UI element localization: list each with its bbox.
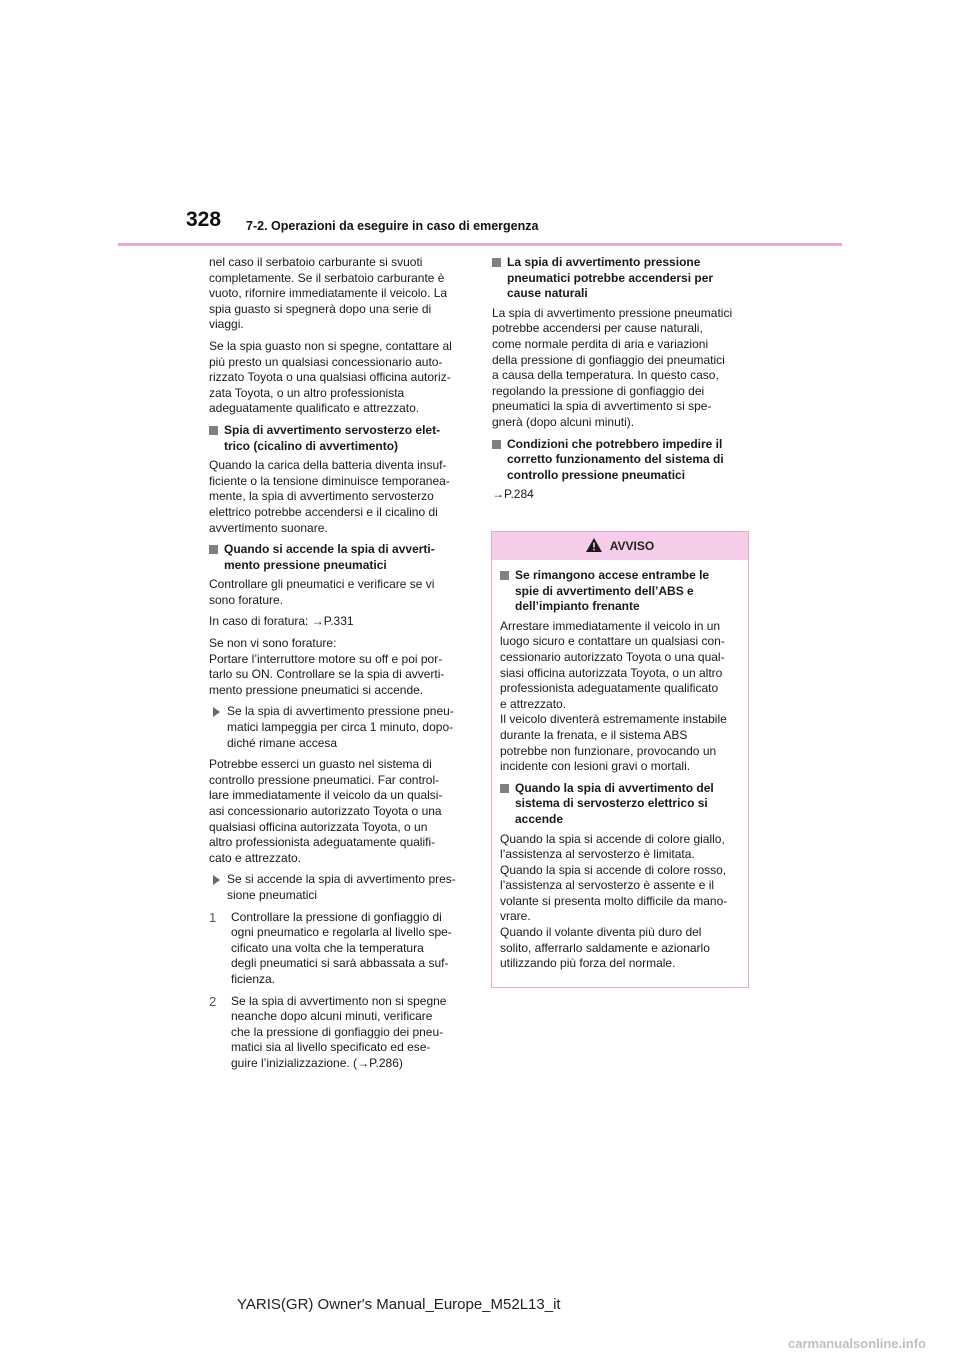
triangle-bullet-icon xyxy=(213,875,220,885)
numbered-step xyxy=(209,994,467,1072)
paragraph: Arrestare immediatamente il veicolo in un luogo sicuro e contattare un qualsiasi con- cessionario autorizzato Toyota o una qual- siasi officina autorizzata Toyota, o un altro professionista adeguatamente qualificato e attrezzato. Il veicolo diventerà estremamente instabile durante la frenata, e il sistema ABS potrebbe non funzionare, provocando un incidente con lesioni gravi o mortali. xyxy=(500,618,727,774)
right-column xyxy=(492,255,750,509)
footer-manual-id: YARIS(GR) Owner's Manual_Europe_M52L13_it xyxy=(237,1296,561,1313)
heading-text: Spia di avvertimento servosterzo elet- trico (cicalino di avvertimento) xyxy=(224,422,441,453)
heading-text: Quando la spia di avvertimento del sistema di servosterzo elettrico si accende xyxy=(515,780,714,826)
page-number: 328 xyxy=(186,208,222,231)
paragraph: La spia di avvertimento pressione pneumatici potrebbe accendersi per cause naturali, come normale perdita di aria e variazioni della pressione di gonfiaggio dei pneumatici a causa della temperatura. In questo caso, regolando la pressione di gonfiaggio dei pneumatici la spia di avvertimento si spe- gnerà (dopo alcuni minuti). xyxy=(492,305,733,429)
section-title: 7-2. Operazioni da eseguire in caso di emergenza xyxy=(246,219,539,233)
step-number: 1 xyxy=(209,909,217,925)
page-reference-link[interactable]: P.284 xyxy=(504,487,534,502)
triangle-bullet-icon xyxy=(213,707,220,717)
left-column xyxy=(209,255,467,1078)
warning-header xyxy=(492,532,748,560)
step-text-body: Se la spia di avvertimento non si spegne neanche dopo alcuni minuti, verificare che la pressione di gonfiaggio dei pneu- matici sia al livello specificato ed ese- guire l’inizializzazione. ( xyxy=(231,993,447,1070)
arrow-list-item xyxy=(213,872,467,903)
reference-line xyxy=(492,487,750,503)
paragraph: Se la spia guasto non si spegne, contattare al più presto un qualsiasi concessionario auto- rizzato Toyota o una qualsiasi officina autoriz- zata Toyota, o un altro professionista adeguatamente qualificato e attrezzato. xyxy=(209,338,452,416)
paragraph: Quando la spia si accende di colore giallo, l’assistenza al servosterzo è limitata. Quando la spia si accende di colore rosso, l’assistenza al servosterzo è assente e il volante si presenta molto difficile da mano- vrare. Quando il volante diventa più duro del solito, afferrarlo saldamente e azionarlo utilizzando più forza del normale. xyxy=(500,831,728,971)
step-number: 2 xyxy=(209,993,217,1009)
arrow-item-text: Se la spia di avvertimento pressione pneu- matici lampeggia per circa 1 minuto, dopo- diché rimane accesa xyxy=(227,704,454,750)
paragraph: Controllare gli pneumatici e verificare se vi sono forature. xyxy=(209,577,435,607)
paragraph: nel caso il serbatoio carburante si svuoti completamente. Se il serbatoio carburante è vuoto, rifornire immediatamente il veicolo. La spia guasto si spegnerà dopo una serie di viaggi. xyxy=(209,255,448,332)
square-bullet-icon xyxy=(500,571,509,580)
paragraph: Quando la carica della batteria diventa insuf- ficiente o la tensione diminuisce temporanea- mente, la spia di avvertimento servosterzo elettrico potrebbe accendersi e il cicalino di avvertimento suonare. xyxy=(209,458,450,535)
square-bullet-icon xyxy=(209,545,218,554)
arrow-right-icon: → xyxy=(357,1055,370,1070)
subsection-heading xyxy=(492,437,750,484)
header-rule xyxy=(118,243,842,246)
paragraph: Se non vi sono forature: Portare l’interruttore motore su off e poi por- tarlo su ON. Controllare se la spia di avverti- mento pressione pneumatici si accende. xyxy=(209,636,445,697)
square-bullet-icon xyxy=(492,440,501,449)
warning-triangle-svg xyxy=(586,538,602,552)
page-reference-link[interactable]: P.286) xyxy=(369,1055,403,1070)
subsection-heading xyxy=(209,542,467,573)
warning-box xyxy=(491,531,749,988)
page-reference-link[interactable]: P.331 xyxy=(323,614,354,629)
heading-text: Se rimangono accese entrambe le spie di avvertimento dell’ABS e dell’impianto frenante xyxy=(515,568,710,614)
subsection-heading xyxy=(209,423,467,454)
square-bullet-icon xyxy=(209,426,218,435)
warning-heading xyxy=(500,568,740,615)
arrow-list-item xyxy=(213,704,467,751)
square-bullet-icon xyxy=(492,258,501,267)
arrow-item-text: Se si accende la spia di avvertimento pres- sione pneumatici xyxy=(227,872,456,902)
step-text: Controllare la pressione di gonfiaggio di ogni pneumatico e regolarla al livello spe- cificato una volta che la temperatura degli pneumatici si sarà abbassata a suf- ficienza. xyxy=(231,909,452,986)
arrow-right-icon: → xyxy=(492,487,504,502)
paragraph: Potrebbe esserci un guasto nel sistema di controllo pressione pneumatici. Far control- lare immediatamente il veicolo da un qualsi- asi concessionario autorizzato Toyota o una qualsiasi officina autorizzata Toyota, o un altro professionista adeguatamente qualifi- cato e attrezzato. xyxy=(209,757,443,865)
step-text xyxy=(231,994,446,1072)
square-bullet-icon xyxy=(500,784,509,793)
warning-body xyxy=(492,560,748,972)
warning-title: AVVISO xyxy=(609,539,655,553)
warning-heading xyxy=(500,781,740,828)
subsection-heading xyxy=(492,255,750,302)
reference-prefix: In caso di foratura: xyxy=(209,614,312,629)
heading-text: La spia di avvertimento pressione pneumatici potrebbe accendersi per cause naturali xyxy=(507,255,714,301)
numbered-step xyxy=(209,910,467,988)
warning-triangle-icon xyxy=(586,538,602,555)
reference-line xyxy=(209,614,467,630)
heading-text: Condizioni che potrebbero impedire il corretto funzionamento del sistema di controllo pressione pneumatici xyxy=(507,436,724,482)
arrow-right-icon: → xyxy=(311,614,324,629)
watermark: carmanualsonline.info xyxy=(788,1336,926,1351)
heading-text: Quando si accende la spia di avverti- mento pressione pneumatici xyxy=(224,542,435,572)
